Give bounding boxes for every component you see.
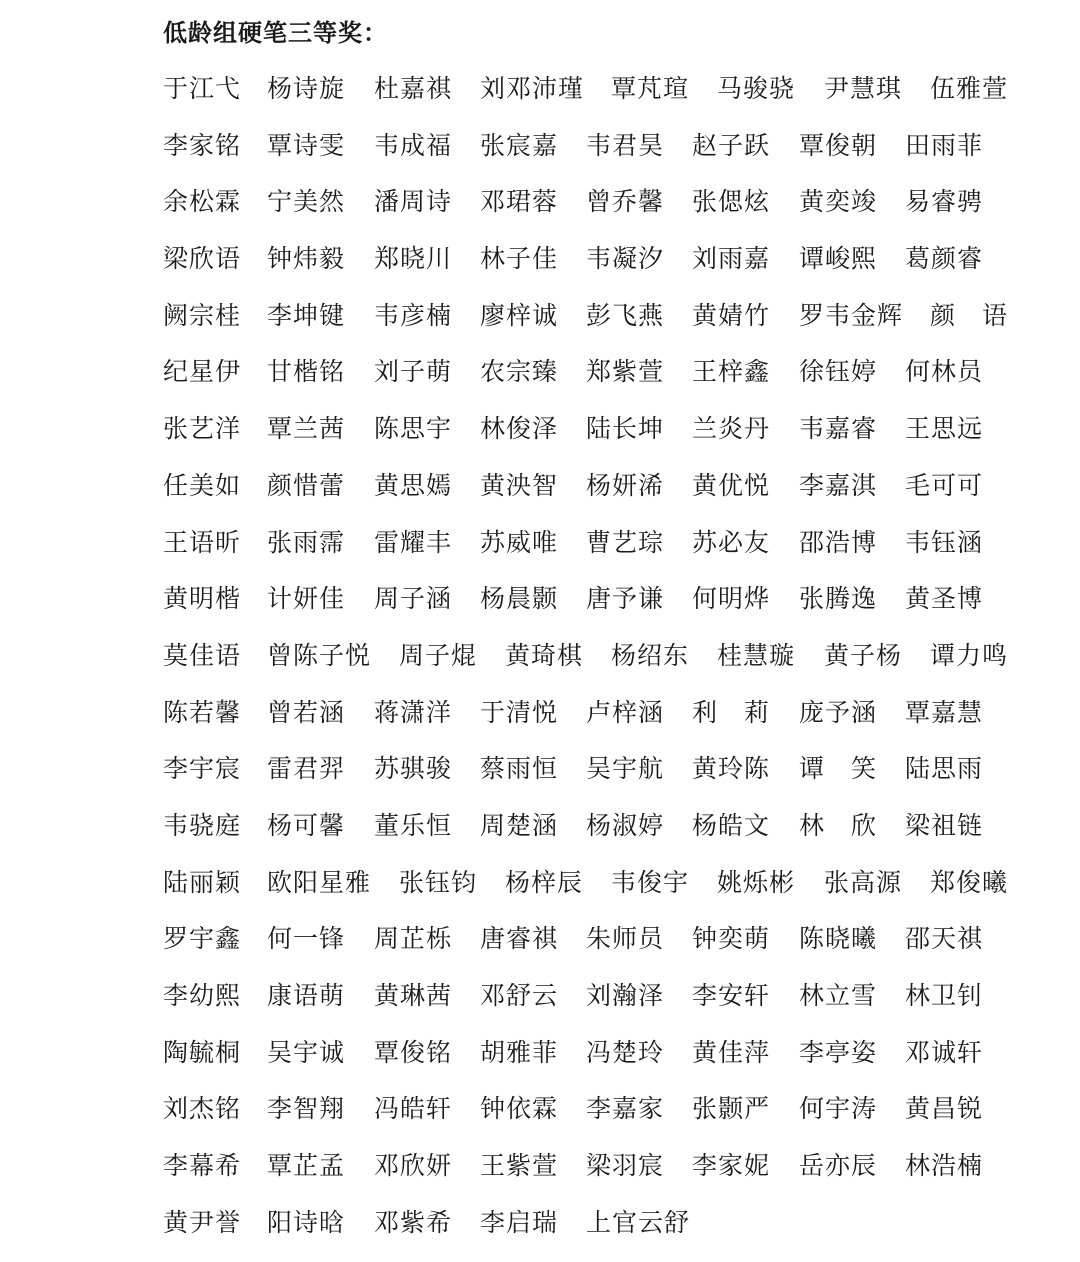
winner-name: 韦彦楠 — [374, 300, 453, 330]
award-title: 低龄组硬笔三等奖： — [163, 18, 388, 47]
name-row — [163, 355, 993, 412]
winner-name: 邓诚轩 — [905, 1037, 984, 1067]
winner-name: 罗韦金辉 — [799, 300, 904, 330]
winner-name: 钟依霖 — [480, 1094, 559, 1124]
winner-name: 苏骐骏 — [374, 754, 453, 784]
name-row — [163, 72, 1009, 129]
winner-name: 韦君昊 — [586, 130, 665, 160]
name-row — [163, 1036, 993, 1093]
winner-name: 覃芃瑄 — [611, 74, 690, 103]
winner-name: 林俊泽 — [480, 414, 559, 444]
winner-name: 甘楷铭 — [267, 357, 346, 387]
winner-name: 尹慧琪 — [824, 74, 903, 103]
name-row — [163, 299, 1009, 356]
winner-name: 王梓鑫 — [692, 357, 771, 387]
winner-name: 吴宇航 — [586, 754, 665, 784]
winner-name: 朱师员 — [586, 924, 665, 954]
winner-name: 陈晓曦 — [799, 924, 878, 954]
winner-name: 雷君羿 — [267, 754, 346, 784]
winner-name: 雷耀丰 — [374, 527, 453, 557]
winner-name: 余松霖 — [163, 187, 242, 217]
winner-name: 何林员 — [905, 357, 984, 387]
name-row — [163, 1092, 993, 1149]
winner-name: 韦凝汐 — [586, 244, 665, 274]
winner-name: 曾若涵 — [267, 697, 346, 727]
winner-name: 黄明楷 — [163, 584, 242, 614]
winner-name: 康语萌 — [267, 981, 346, 1010]
winner-name: 毛可可 — [905, 470, 984, 500]
winner-name: 黄婧竹 — [692, 300, 771, 330]
winner-name: 曹艺琮 — [586, 527, 665, 557]
winner-name: 徐钰婷 — [799, 357, 878, 387]
winner-name: 陈若馨 — [163, 697, 242, 727]
winner-name: 颜 语 — [930, 300, 1009, 330]
winner-name: 黄琳茜 — [374, 981, 453, 1010]
winner-name: 王语昕 — [163, 527, 242, 557]
winner-name: 赵子跃 — [692, 130, 771, 160]
winner-name: 林浩楠 — [905, 1151, 984, 1181]
winner-name: 林立雪 — [799, 981, 878, 1010]
name-row — [163, 1149, 993, 1206]
winner-name: 刘瀚泽 — [586, 981, 665, 1010]
winner-name: 陆丽颖 — [163, 867, 242, 897]
winner-name: 黄泱智 — [480, 470, 559, 500]
winner-name: 杨皓文 — [692, 810, 771, 840]
winner-name: 覃嘉慧 — [905, 697, 984, 727]
winner-name: 邵天祺 — [905, 924, 984, 954]
winner-name: 潘周诗 — [374, 187, 453, 217]
winner-name: 张钰钧 — [399, 867, 478, 897]
winner-name: 林卫钊 — [905, 981, 984, 1010]
winner-name: 黄圣博 — [905, 584, 984, 614]
winner-name: 曾乔馨 — [586, 187, 665, 217]
winner-name: 宁美然 — [267, 187, 346, 217]
winner-name: 杨淑婷 — [586, 810, 665, 840]
winner-name: 韦成福 — [374, 130, 453, 160]
winner-name: 莫佳语 — [163, 640, 242, 670]
winner-name: 冯皓轩 — [374, 1094, 453, 1124]
winner-name: 覃俊铭 — [374, 1037, 453, 1067]
winner-name: 张艺洋 — [163, 414, 242, 444]
winner-name: 林 欣 — [799, 810, 878, 840]
winner-name: 冯楚玲 — [586, 1037, 665, 1067]
winner-name: 彭飞燕 — [586, 300, 665, 330]
winner-name: 何一锋 — [267, 924, 346, 954]
winner-name: 蔡雨恒 — [480, 754, 559, 784]
winner-name: 周子涵 — [374, 584, 453, 614]
winner-name: 黄优悦 — [692, 470, 771, 500]
winner-name: 刘杰铭 — [163, 1094, 242, 1124]
name-row — [163, 866, 1009, 923]
winner-name: 林子佳 — [480, 244, 559, 274]
winner-name: 上官云舒 — [586, 1207, 691, 1237]
name-row — [163, 639, 1009, 696]
winner-name: 张雨霈 — [267, 527, 346, 557]
winner-name: 陆长坤 — [586, 414, 665, 444]
winner-name: 杨可馨 — [267, 810, 346, 840]
winner-name: 黄琦棋 — [505, 640, 584, 670]
winner-name: 刘邓沛瑾 — [480, 74, 585, 103]
winner-name: 计妍佳 — [267, 584, 346, 614]
winner-name: 农宗臻 — [480, 357, 559, 387]
winner-name: 苏威唯 — [480, 527, 559, 557]
winner-name: 谭力鸣 — [930, 640, 1009, 670]
winner-name: 钟奕萌 — [692, 924, 771, 954]
winner-name: 张腾逸 — [799, 584, 878, 614]
winner-name: 阙宗桂 — [163, 300, 242, 330]
winner-name: 蒋潇洋 — [374, 697, 453, 727]
winner-name: 韦骁庭 — [163, 810, 242, 840]
winner-name: 梁祖链 — [905, 810, 984, 840]
winner-name: 谭峻熙 — [799, 244, 878, 274]
winner-name: 杜嘉祺 — [374, 74, 453, 103]
name-row — [163, 469, 993, 526]
winner-name: 杨晨颢 — [480, 584, 559, 614]
name-row — [163, 582, 993, 639]
winner-name: 纪星伊 — [163, 357, 242, 387]
winner-name: 任美如 — [163, 470, 242, 500]
winner-name: 卢梓涵 — [586, 697, 665, 727]
winner-name: 覃兰茜 — [267, 414, 346, 444]
winner-name: 李智翔 — [267, 1094, 346, 1124]
winner-name: 韦钰涵 — [905, 527, 984, 557]
winner-name: 杨梓辰 — [505, 867, 584, 897]
winner-name: 苏必友 — [692, 527, 771, 557]
name-row — [163, 185, 993, 242]
name-row — [163, 809, 993, 866]
winner-name: 于清悦 — [480, 697, 559, 727]
winner-name: 陆思雨 — [905, 754, 984, 784]
winner-name: 陶毓桐 — [163, 1037, 242, 1067]
winner-name: 黄子杨 — [824, 640, 903, 670]
winner-name: 易睿骋 — [905, 187, 984, 217]
winner-name: 何宇涛 — [799, 1094, 878, 1124]
winner-name: 陈思宇 — [374, 414, 453, 444]
winner-name: 吴宇诚 — [267, 1037, 346, 1067]
winner-name: 韦嘉睿 — [799, 414, 878, 444]
winner-name: 刘雨嘉 — [692, 244, 771, 274]
winner-name: 董乐恒 — [374, 810, 453, 840]
winner-name: 庞予涵 — [799, 697, 878, 727]
winner-name: 岳亦辰 — [799, 1151, 878, 1181]
winner-name: 周子焜 — [399, 640, 478, 670]
winner-name: 曾陈子悦 — [267, 640, 372, 670]
name-row — [163, 526, 993, 583]
name-row — [163, 979, 993, 1036]
winner-name: 谭 笑 — [799, 754, 878, 784]
winner-name: 杨诗旋 — [267, 74, 346, 103]
winner-name: 张高源 — [824, 867, 903, 897]
winner-name: 郑俊曦 — [930, 867, 1009, 897]
name-row — [163, 922, 993, 979]
winner-name: 张颢严 — [692, 1094, 771, 1124]
winner-name: 李家妮 — [692, 1151, 771, 1181]
winner-name: 郑晓川 — [374, 244, 453, 274]
winner-name: 李坤键 — [267, 300, 346, 330]
winner-name: 胡雅菲 — [480, 1037, 559, 1067]
winner-name: 杨绍东 — [611, 640, 690, 670]
winner-name: 郑紫萱 — [586, 357, 665, 387]
winner-name: 颜惜蕾 — [267, 470, 346, 500]
winner-name: 杨妍浠 — [586, 470, 665, 500]
winner-name: 黄思嫣 — [374, 470, 453, 500]
winner-name: 罗宇鑫 — [163, 924, 242, 954]
winner-name: 李家铭 — [163, 130, 242, 160]
name-row — [163, 752, 993, 809]
winner-name: 邓珺蓉 — [480, 187, 559, 217]
winner-name: 马骏骁 — [717, 74, 796, 103]
name-row — [163, 129, 993, 186]
name-row — [163, 242, 993, 299]
winner-name: 何明烨 — [692, 584, 771, 614]
winner-name: 邓欣妍 — [374, 1151, 453, 1181]
winner-name: 李嘉淇 — [799, 470, 878, 500]
winner-name: 李幕希 — [163, 1151, 242, 1181]
winner-name: 李启瑞 — [480, 1207, 559, 1237]
winner-name: 兰炎丹 — [692, 414, 771, 444]
name-row — [163, 412, 993, 469]
winner-name: 黄玲陈 — [692, 754, 771, 784]
winner-name: 刘子萌 — [374, 357, 453, 387]
winner-name: 阳诗晗 — [267, 1207, 346, 1237]
winner-name: 黄佳萍 — [692, 1037, 771, 1067]
winner-name: 梁羽宸 — [586, 1151, 665, 1181]
winner-name: 邵浩博 — [799, 527, 878, 557]
winner-name: 周芷栎 — [374, 924, 453, 954]
winner-name: 李亭姿 — [799, 1037, 878, 1067]
winner-name: 利 莉 — [692, 697, 771, 727]
winner-name: 梁欣语 — [163, 244, 242, 274]
winner-name: 王思远 — [905, 414, 984, 444]
winner-name: 王紫萱 — [480, 1151, 559, 1181]
winner-name: 于江弋 — [163, 74, 242, 103]
name-row — [163, 696, 993, 753]
winner-name: 廖梓诚 — [480, 300, 559, 330]
name-row — [163, 1206, 993, 1262]
winner-name: 李嘉家 — [586, 1094, 665, 1124]
winner-name: 周楚涵 — [480, 810, 559, 840]
winner-name: 唐睿祺 — [480, 924, 559, 954]
winner-name: 黄尹誉 — [163, 1207, 242, 1237]
winner-name-list — [163, 72, 1009, 1262]
winner-name: 黄奕竣 — [799, 187, 878, 217]
winner-name: 欧阳星雅 — [267, 867, 372, 897]
winner-name: 李宇宸 — [163, 754, 242, 784]
winner-name: 唐予谦 — [586, 584, 665, 614]
winner-name: 韦俊宇 — [611, 867, 690, 897]
winner-name: 李幼熙 — [163, 981, 242, 1010]
winner-name: 覃俊朝 — [799, 130, 878, 160]
winner-name: 张偲炫 — [692, 187, 771, 217]
winner-name: 覃诗雯 — [267, 130, 346, 160]
winner-name: 田雨菲 — [905, 130, 984, 160]
winner-name: 伍雅萱 — [930, 74, 1009, 103]
winner-name: 邓紫希 — [374, 1207, 453, 1237]
winner-name: 黄昌锐 — [905, 1094, 984, 1124]
winner-name: 葛颜睿 — [905, 244, 984, 274]
winner-name: 姚烁彬 — [717, 867, 796, 897]
winner-name: 桂慧璇 — [717, 640, 796, 670]
winner-name: 张宸嘉 — [480, 130, 559, 160]
winner-name: 覃芷孟 — [267, 1151, 346, 1181]
winner-name: 邓舒云 — [480, 981, 559, 1010]
winner-name: 钟炜毅 — [267, 244, 346, 274]
winner-name: 李安轩 — [692, 981, 771, 1010]
